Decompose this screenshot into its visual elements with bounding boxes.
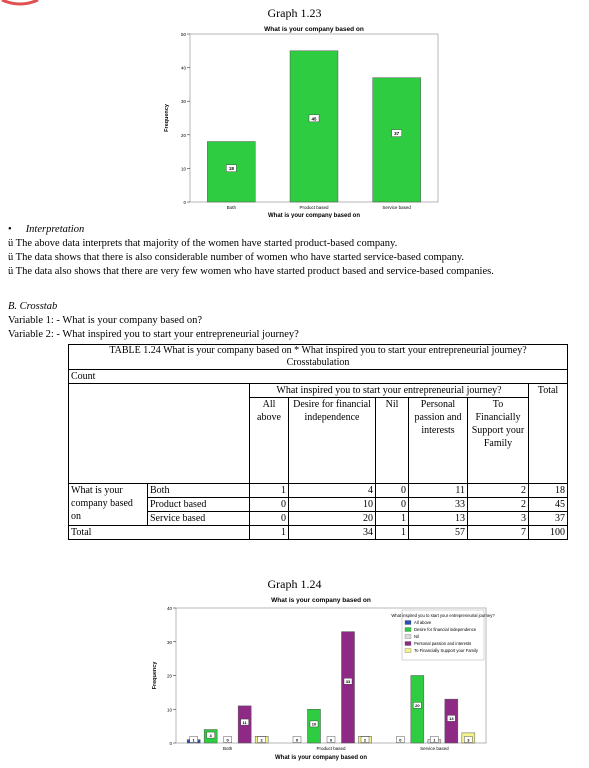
- data-label: 1: [192, 737, 195, 743]
- interpretation-heading: Interpretation: [25, 224, 85, 235]
- chart-title: What is your company based on: [264, 26, 364, 33]
- y-tick-label: 30: [180, 99, 186, 105]
- data-label: 0: [295, 737, 299, 743]
- y-tick-label: 40: [166, 606, 172, 611]
- x-tick-label: Product based: [316, 746, 346, 751]
- cell: 1: [250, 526, 289, 540]
- data-label: 11: [242, 719, 247, 725]
- cell: 1: [376, 526, 409, 540]
- cell: 2: [468, 498, 529, 512]
- legend-title: What inspired you to start your entrepreneurial journey?: [391, 613, 495, 618]
- y-tick-label: 40: [180, 65, 186, 71]
- data-label: 2: [363, 737, 367, 743]
- cell: 33: [409, 498, 468, 512]
- cell: 20: [289, 512, 376, 526]
- data-label: 3: [467, 737, 470, 743]
- cell: 2: [468, 484, 529, 498]
- interpretation-block: [8, 223, 494, 279]
- cell: 0: [376, 484, 409, 498]
- empty-header-cell: [69, 384, 250, 484]
- data-label: 37: [394, 131, 400, 137]
- crosstab-table: [68, 344, 568, 540]
- x-tick-label: Both: [226, 205, 236, 210]
- graph-1-24-heading: Graph 1.24: [267, 577, 322, 591]
- y-tick-label: 0: [183, 200, 186, 205]
- cell-total: 100: [529, 526, 568, 540]
- col-header-all-above: All above: [250, 398, 289, 484]
- y-tick-label: 20: [180, 132, 186, 138]
- legend-swatch: [405, 628, 411, 632]
- cell: 0: [250, 498, 289, 512]
- bar: [342, 632, 355, 743]
- cell: 1: [250, 484, 289, 498]
- data-label: 33: [345, 679, 351, 685]
- column-group-header: What inspired you to start your entrepreneurial journey?: [250, 384, 529, 398]
- data-label: 0: [226, 737, 229, 743]
- legend-entry: Personal passion and interests: [414, 641, 472, 646]
- data-label: 45: [311, 116, 317, 122]
- data-label: 0: [329, 737, 333, 743]
- x-tick-label: Product based: [299, 205, 329, 210]
- data-label: 0: [399, 737, 402, 743]
- crosstab-heading: B. Crosstab: [8, 301, 58, 312]
- cell: 0: [376, 498, 409, 512]
- total-header: Total: [529, 384, 568, 484]
- bar: [290, 51, 338, 202]
- cell: 10: [289, 498, 376, 512]
- y-tick-label: 10: [180, 166, 186, 172]
- row-label-total: Total: [69, 526, 250, 540]
- legend-entry: All above: [414, 620, 432, 625]
- legend-entry: To Financially Support your Family: [414, 648, 479, 653]
- table-subtitle: Crosstabulation: [286, 357, 350, 368]
- legend-swatch: [405, 635, 411, 639]
- interpretation-item-3: ü The data also shows that there are very few women who have started product based and service-based companies.: [8, 266, 494, 277]
- graph-1-23-chart: [160, 22, 450, 218]
- y-tick-label: 10: [166, 707, 172, 713]
- legend-swatch: [405, 642, 411, 646]
- table-row: [69, 484, 568, 498]
- y-tick-label: 30: [166, 639, 172, 645]
- y-tick-label: 20: [166, 673, 172, 679]
- x-tick-label: Both: [223, 746, 233, 751]
- data-label: 20: [415, 703, 420, 709]
- cell-total: 45: [529, 498, 568, 512]
- x-axis-label: What is your company based on: [274, 755, 368, 761]
- x-tick-label: Service based: [420, 746, 449, 751]
- x-tick-label: Service based: [382, 205, 411, 210]
- col-header-nil: Nil: [376, 398, 409, 484]
- data-label: 4: [209, 732, 212, 738]
- table-title: TABLE 1.24 What is your company based on * What inspired you to start your entrepreneurial journey?: [109, 345, 527, 356]
- data-label: 10: [311, 721, 317, 727]
- table-title-cell: [69, 345, 568, 370]
- count-label: Count: [69, 370, 568, 384]
- crosstab-block: [8, 300, 299, 342]
- row-label-product: Product based: [148, 498, 250, 512]
- cell-total: 18: [529, 484, 568, 498]
- col-header-desire: Desire for financial independence: [289, 398, 376, 484]
- cell-total: 37: [529, 512, 568, 526]
- y-tick-label: 0: [169, 741, 172, 746]
- data-label: 13: [449, 716, 454, 722]
- row-label-service: Service based: [148, 512, 250, 526]
- graph-1-24-chart: [150, 594, 495, 766]
- data-label: 18: [228, 166, 234, 172]
- chart-title: What is your company based on: [271, 597, 371, 604]
- legend-entry: Nil: [414, 634, 419, 639]
- y-axis-label: Frequency: [164, 104, 170, 132]
- bar: [411, 676, 424, 744]
- cell: 57: [409, 526, 468, 540]
- cell: 11: [409, 484, 468, 498]
- col-header-support-family: To Financially Support your Family: [468, 398, 529, 484]
- variable-1-text: Variable 1: - What is your company based on?: [8, 315, 202, 326]
- graph-1-23-heading: Graph 1.23: [267, 6, 322, 20]
- table-row-total: [69, 526, 568, 540]
- cell: 4: [289, 484, 376, 498]
- cell: 0: [250, 512, 289, 526]
- bar: [373, 78, 421, 202]
- legend-swatch: [405, 649, 411, 653]
- variable-2-text: Variable 2: - What inspired you to start your entrepreneurial journey?: [8, 329, 299, 340]
- cell: 3: [468, 512, 529, 526]
- bullet-icon: •: [8, 224, 12, 235]
- legend: [391, 610, 495, 660]
- cell: 1: [376, 512, 409, 526]
- legend-entry: Desire for financial independence: [414, 627, 477, 632]
- interpretation-item-2: ü The data shows that there is also considerable number of women who have started service-based company.: [8, 252, 465, 263]
- cell: 13: [409, 512, 468, 526]
- interpretation-item-1: ü The above data interprets that majority of the women have started product-based company.: [8, 238, 398, 249]
- data-label: 1: [433, 737, 436, 743]
- y-tick-label: 50: [180, 32, 186, 37]
- cell: 7: [468, 526, 529, 540]
- col-header-personal-passion: Personal passion and interests: [409, 398, 468, 484]
- cell: 34: [289, 526, 376, 540]
- row-label-both: Both: [148, 484, 250, 498]
- y-axis-label: Frequency: [152, 661, 158, 690]
- legend-swatch: [405, 621, 411, 625]
- data-label: 2: [260, 737, 263, 743]
- x-axis-label: What is your company based on: [267, 213, 361, 218]
- row-group-label: What is your company based on: [69, 484, 148, 526]
